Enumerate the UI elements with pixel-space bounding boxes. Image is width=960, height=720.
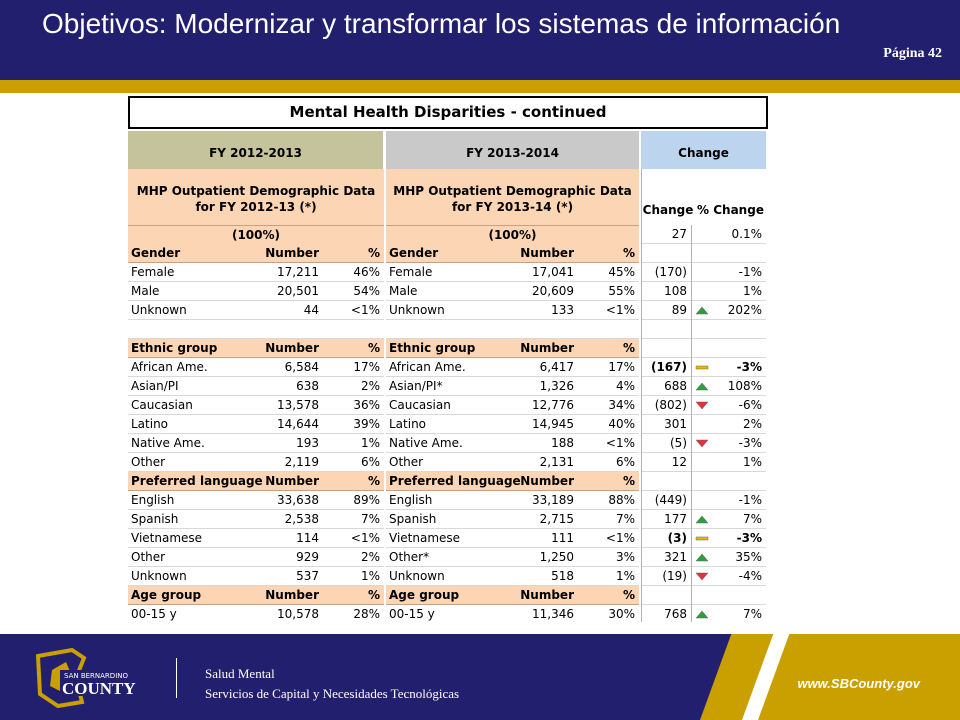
number-cell: Number bbox=[520, 474, 574, 488]
trend-down-icon bbox=[695, 439, 709, 448]
percent-cell: 30% bbox=[608, 607, 635, 621]
percent-cell: % bbox=[622, 474, 635, 488]
change-row bbox=[642, 491, 766, 510]
percent-cell: 7% bbox=[615, 512, 635, 526]
logo-main-text: COUNTY bbox=[62, 679, 136, 698]
percent-cell: 34% bbox=[608, 398, 635, 412]
row-label: Caucasian bbox=[131, 398, 193, 412]
table-row bbox=[128, 282, 384, 301]
number-cell: 1,326 bbox=[539, 379, 574, 393]
table-row bbox=[128, 396, 384, 415]
footer-bar bbox=[0, 634, 960, 720]
change-value bbox=[642, 320, 692, 339]
number-cell: 537 bbox=[296, 569, 319, 583]
percent-cell: 28% bbox=[353, 607, 380, 621]
trend-up-icon bbox=[695, 515, 709, 524]
percent-cell: % bbox=[622, 246, 635, 260]
table-row bbox=[128, 567, 384, 586]
row-label: Unknown bbox=[389, 569, 445, 583]
change-row bbox=[642, 301, 766, 320]
number-cell: 14,945 bbox=[532, 417, 574, 431]
table-row bbox=[386, 377, 639, 396]
number-cell: 12,776 bbox=[532, 398, 574, 412]
trend-up-icon bbox=[695, 382, 709, 391]
number-cell: 44 bbox=[303, 303, 319, 317]
percent-cell: <1% bbox=[605, 436, 635, 450]
group-header-change: Change bbox=[641, 131, 766, 169]
change-row bbox=[642, 263, 766, 282]
change-row bbox=[642, 605, 766, 622]
trend-up-icon bbox=[695, 610, 709, 619]
percent-cell: % bbox=[367, 341, 380, 355]
pct-change-value: 35% bbox=[735, 550, 762, 564]
number-cell: 114 bbox=[296, 531, 319, 545]
number-cell: 10,578 bbox=[277, 607, 319, 621]
fy2012-pane bbox=[128, 169, 384, 622]
row-label: Asian/PI* bbox=[389, 379, 443, 393]
number-cell: 13,578 bbox=[277, 398, 319, 412]
number-cell: 14,644 bbox=[277, 417, 319, 431]
percent-cell: 2% bbox=[360, 550, 380, 564]
percent-cell: 89% bbox=[353, 493, 380, 507]
trend-flat-icon bbox=[695, 363, 709, 372]
table-row bbox=[386, 491, 639, 510]
section-header-row bbox=[128, 472, 384, 491]
percent-cell: 39% bbox=[353, 417, 380, 431]
table-row bbox=[128, 358, 384, 377]
number-cell: 33,638 bbox=[277, 493, 319, 507]
change-row bbox=[642, 567, 766, 586]
footer-divider bbox=[176, 658, 177, 698]
percent-cell: <1% bbox=[605, 531, 635, 545]
percent-cell: % bbox=[622, 341, 635, 355]
row-label: Male bbox=[389, 284, 418, 298]
percent-cell: 7% bbox=[360, 512, 380, 526]
table-row bbox=[386, 567, 639, 586]
pct-change-value: -6% bbox=[738, 398, 762, 412]
section-name: Age group bbox=[131, 588, 202, 602]
change-row bbox=[642, 396, 766, 415]
row-label: Unknown bbox=[131, 569, 187, 583]
change-value: 89 bbox=[642, 301, 692, 320]
change-row bbox=[642, 415, 766, 434]
number-cell: Number bbox=[265, 588, 319, 602]
change-value: (3) bbox=[642, 529, 692, 548]
change-value: (802) bbox=[642, 396, 692, 415]
percent-cell: 2% bbox=[360, 379, 380, 393]
pct-change-value: 7% bbox=[742, 607, 762, 621]
number-cell: 17,211 bbox=[277, 265, 319, 279]
fy2012-total: (100%) bbox=[128, 225, 384, 244]
fy2013-pane bbox=[386, 169, 639, 622]
pct-change-col-header: % Change bbox=[697, 203, 764, 217]
row-label: Female bbox=[131, 265, 175, 279]
change-row bbox=[642, 548, 766, 567]
row-label: Other bbox=[131, 550, 166, 564]
pct-change-value: -3% bbox=[736, 360, 762, 374]
percent-cell: % bbox=[367, 588, 380, 602]
pct-change-value: 1% bbox=[742, 455, 762, 469]
percent-cell: <1% bbox=[350, 303, 380, 317]
table-row bbox=[128, 415, 384, 434]
change-value bbox=[642, 586, 692, 605]
fy2012-subtitle: MHP Outpatient Demographic Data for FY 2012-13 (*) bbox=[128, 169, 384, 225]
pct-change-value: -3% bbox=[738, 436, 762, 450]
table-row bbox=[128, 453, 384, 472]
percent-cell: % bbox=[622, 588, 635, 602]
number-cell: 6,417 bbox=[539, 360, 574, 374]
section-name: Ethnic group bbox=[389, 341, 476, 355]
pct-change-value: -1% bbox=[738, 493, 762, 507]
section-name: Preferred language bbox=[389, 474, 521, 488]
change-value: 12 bbox=[642, 453, 692, 472]
table-row bbox=[386, 510, 639, 529]
section-header-row bbox=[128, 339, 384, 358]
trend-down-icon bbox=[695, 401, 709, 410]
total-change-row bbox=[642, 225, 766, 244]
change-value: 301 bbox=[642, 415, 692, 434]
number-cell: 20,609 bbox=[532, 284, 574, 298]
percent-cell: 45% bbox=[608, 265, 635, 279]
row-label: African Ame. bbox=[131, 360, 208, 374]
percent-cell: 54% bbox=[353, 284, 380, 298]
section-header-row bbox=[386, 586, 639, 605]
number-cell: Number bbox=[520, 588, 574, 602]
header-accent-stripe bbox=[0, 80, 960, 93]
change-value: (170) bbox=[642, 263, 692, 282]
change-value: (5) bbox=[642, 434, 692, 453]
number-cell: 929 bbox=[296, 550, 319, 564]
change-row bbox=[642, 339, 766, 358]
number-cell: 518 bbox=[551, 569, 574, 583]
row-label: Vietnamese bbox=[131, 531, 203, 545]
number-cell: 17,041 bbox=[532, 265, 574, 279]
pct-change-value: -3% bbox=[736, 531, 762, 545]
table-row bbox=[128, 510, 384, 529]
blank-row bbox=[128, 320, 384, 339]
percent-cell: 1% bbox=[360, 436, 380, 450]
slide-title: Objetivos: Modernizar y transformar los sistemas de información bbox=[42, 8, 841, 39]
table-row bbox=[386, 282, 639, 301]
percent-cell: % bbox=[367, 474, 380, 488]
pct-change-value: 2% bbox=[742, 417, 762, 431]
row-label: 00-15 y bbox=[131, 607, 177, 621]
header-bar bbox=[0, 0, 960, 80]
row-label: Female bbox=[389, 265, 433, 279]
section-header-row bbox=[386, 244, 639, 263]
page-number: Página 42 bbox=[883, 46, 942, 61]
row-label: Latino bbox=[131, 417, 169, 431]
change-row bbox=[642, 358, 766, 377]
number-cell: Number bbox=[265, 474, 319, 488]
table-row bbox=[386, 301, 639, 320]
table-row bbox=[128, 434, 384, 453]
percent-cell: <1% bbox=[350, 531, 380, 545]
section-name: Preferred language bbox=[131, 474, 263, 488]
table-row bbox=[128, 548, 384, 567]
number-cell: 6,584 bbox=[284, 360, 319, 374]
percent-cell: 6% bbox=[360, 455, 380, 469]
pct-change-value: -4% bbox=[738, 569, 762, 583]
change-value bbox=[642, 472, 692, 491]
total-change-pct: 0.1% bbox=[731, 227, 762, 241]
number-cell: 11,346 bbox=[532, 607, 574, 621]
section-name: Gender bbox=[131, 246, 181, 260]
change-row bbox=[642, 282, 766, 301]
percent-cell: 88% bbox=[608, 493, 635, 507]
row-label: Vietnamese bbox=[389, 531, 461, 545]
section-header-row bbox=[386, 472, 639, 491]
county-logo-icon bbox=[32, 648, 152, 710]
table-row bbox=[386, 453, 639, 472]
percent-cell: 17% bbox=[608, 360, 635, 374]
change-value: (19) bbox=[642, 567, 692, 586]
table-row bbox=[128, 301, 384, 320]
disparities-table bbox=[126, 96, 770, 622]
number-cell: Number bbox=[520, 341, 574, 355]
section-name: Gender bbox=[389, 246, 439, 260]
logo-top-text: SAN BERNARDINO bbox=[64, 672, 129, 680]
table-row bbox=[386, 605, 639, 622]
trend-up-icon bbox=[695, 306, 709, 315]
number-cell: 1,250 bbox=[539, 550, 574, 564]
percent-cell: 1% bbox=[615, 569, 635, 583]
change-value: (449) bbox=[642, 491, 692, 510]
table-row bbox=[386, 358, 639, 377]
percent-cell: 40% bbox=[608, 417, 635, 431]
percent-cell: <1% bbox=[605, 303, 635, 317]
table-row bbox=[128, 263, 384, 282]
change-row bbox=[642, 510, 766, 529]
percent-cell: 1% bbox=[360, 569, 380, 583]
percent-cell: 17% bbox=[353, 360, 380, 374]
pct-change-value: 108% bbox=[727, 379, 762, 393]
change-row bbox=[642, 529, 766, 548]
table-row bbox=[386, 434, 639, 453]
change-row bbox=[642, 320, 766, 339]
change-row bbox=[642, 434, 766, 453]
row-label: English bbox=[389, 493, 433, 507]
percent-cell: 3% bbox=[615, 550, 635, 564]
percent-cell: 55% bbox=[608, 284, 635, 298]
row-label: 00-15 y bbox=[389, 607, 435, 621]
change-value: 108 bbox=[642, 282, 692, 301]
change-row bbox=[642, 453, 766, 472]
number-cell: Number bbox=[520, 246, 574, 260]
number-cell: 33,189 bbox=[532, 493, 574, 507]
fy2013-subtitle: MHP Outpatient Demographic Data for FY 2013-14 (*) bbox=[386, 169, 639, 225]
total-change-value: 27 bbox=[642, 225, 692, 244]
change-row bbox=[642, 377, 766, 396]
row-label: Native Ame. bbox=[131, 436, 205, 450]
percent-cell: 6% bbox=[615, 455, 635, 469]
row-label: Caucasian bbox=[389, 398, 451, 412]
section-header-row bbox=[128, 586, 384, 605]
number-cell: Number bbox=[265, 246, 319, 260]
row-label: Spanish bbox=[389, 512, 437, 526]
change-value bbox=[642, 244, 692, 263]
row-label: English bbox=[131, 493, 175, 507]
number-cell: 2,119 bbox=[284, 455, 319, 469]
pct-change-value: -1% bbox=[738, 265, 762, 279]
table-row bbox=[386, 415, 639, 434]
blank-row bbox=[386, 320, 639, 339]
row-label: Other bbox=[131, 455, 166, 469]
change-value: 768 bbox=[642, 605, 692, 622]
change-col-header: Change bbox=[642, 203, 694, 217]
table-row bbox=[128, 377, 384, 396]
fy2013-total: (100%) bbox=[386, 225, 639, 244]
change-row bbox=[642, 244, 766, 263]
pct-change-value: 1% bbox=[742, 284, 762, 298]
number-cell: 193 bbox=[296, 436, 319, 450]
trend-up-icon bbox=[695, 553, 709, 562]
change-row bbox=[642, 472, 766, 491]
group-header-fy2013: FY 2013-2014 bbox=[386, 131, 639, 169]
table-row bbox=[128, 529, 384, 548]
group-header-fy2012: FY 2012-2013 bbox=[128, 131, 383, 169]
number-cell: 2,715 bbox=[539, 512, 574, 526]
footer-subtitle: Servicios de Capital y Necesidades Tecnológicas bbox=[205, 686, 460, 701]
pct-change-value: 202% bbox=[727, 303, 762, 317]
percent-cell: % bbox=[367, 246, 380, 260]
footer-department: Salud Mental bbox=[205, 666, 275, 681]
row-label: Native Ame. bbox=[389, 436, 463, 450]
percent-cell: 46% bbox=[353, 265, 380, 279]
number-cell: 20,501 bbox=[277, 284, 319, 298]
number-cell: 638 bbox=[296, 379, 319, 393]
footer-website-link[interactable]: www.SBCounty.gov bbox=[797, 676, 920, 691]
number-cell: 188 bbox=[551, 436, 574, 450]
row-label: Male bbox=[131, 284, 160, 298]
table-row bbox=[386, 529, 639, 548]
table-row bbox=[128, 491, 384, 510]
change-value bbox=[642, 339, 692, 358]
section-name: Age group bbox=[389, 588, 460, 602]
trend-down-icon bbox=[695, 572, 709, 581]
table-title: Mental Health Disparities - continued bbox=[128, 96, 768, 129]
change-row bbox=[642, 586, 766, 605]
percent-cell: 36% bbox=[353, 398, 380, 412]
change-value: (167) bbox=[642, 358, 692, 377]
section-header-row bbox=[128, 244, 384, 263]
percent-cell: 4% bbox=[615, 379, 635, 393]
table-row bbox=[128, 605, 384, 622]
pct-change-value: 7% bbox=[742, 512, 762, 526]
table-row bbox=[386, 396, 639, 415]
number-cell: 111 bbox=[551, 531, 574, 545]
row-label: Unknown bbox=[389, 303, 445, 317]
change-value: 321 bbox=[642, 548, 692, 567]
number-cell: 2,131 bbox=[539, 455, 574, 469]
row-label: Unknown bbox=[131, 303, 187, 317]
number-cell: 133 bbox=[551, 303, 574, 317]
change-value: 177 bbox=[642, 510, 692, 529]
row-label: Other* bbox=[389, 550, 430, 564]
row-label: Spanish bbox=[131, 512, 179, 526]
row-label: African Ame. bbox=[389, 360, 466, 374]
change-pane bbox=[641, 169, 766, 622]
section-header-row bbox=[386, 339, 639, 358]
trend-flat-icon bbox=[695, 534, 709, 543]
row-label: Asian/PI bbox=[131, 379, 179, 393]
table-row bbox=[386, 548, 639, 567]
change-value: 688 bbox=[642, 377, 692, 396]
table-row bbox=[386, 263, 639, 282]
row-label: Latino bbox=[389, 417, 427, 431]
section-name: Ethnic group bbox=[131, 341, 218, 355]
number-cell: 2,538 bbox=[284, 512, 319, 526]
row-label: Other bbox=[389, 455, 424, 469]
number-cell: Number bbox=[265, 341, 319, 355]
